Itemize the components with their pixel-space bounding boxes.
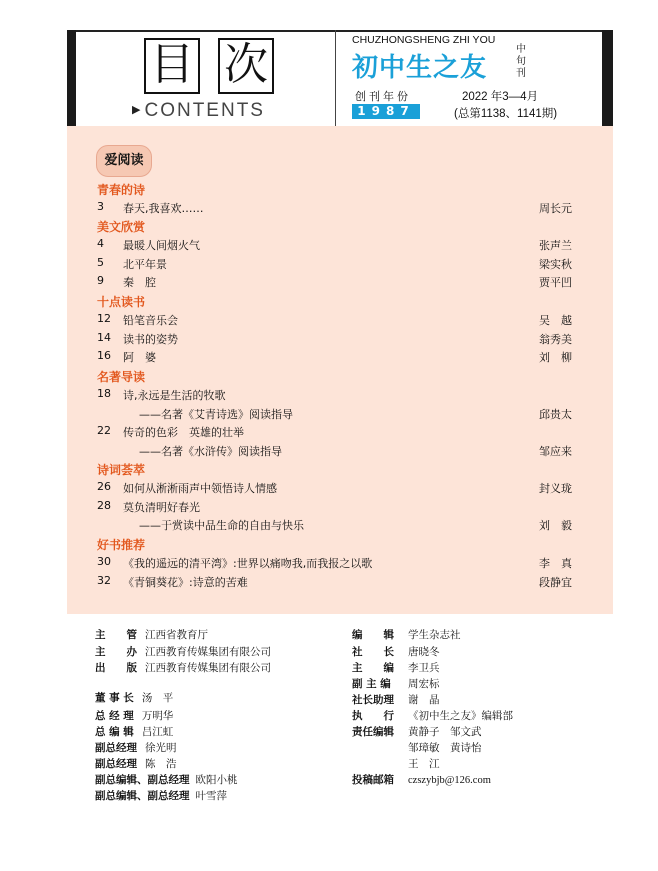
- toc-entry[interactable]: [97, 256, 572, 272]
- masthead-value: 学生杂志社: [408, 629, 461, 641]
- article-title: ——名著《艾青诗选》阅读指导: [139, 407, 293, 421]
- masthead-entry: [95, 708, 173, 723]
- page-number: 4: [97, 237, 104, 250]
- masthead-entry: [352, 756, 440, 771]
- masthead-entry: [95, 724, 173, 739]
- masthead-entry: [352, 708, 513, 723]
- page-number: 14: [97, 330, 111, 344]
- masthead-label: 总 编 辑: [95, 726, 134, 738]
- masthead-value: 唐晓冬: [408, 646, 440, 658]
- masthead-value: 邹璋敏 黄诗怡: [408, 742, 482, 754]
- issue-date: 2022 年3—4月: [462, 91, 539, 103]
- masthead-value: 陈 浩: [145, 758, 177, 770]
- toc-entry[interactable]: [97, 406, 572, 422]
- masthead-entry: [352, 740, 482, 755]
- article-title: 《我的遥远的清平湾》:世界以痛吻我,而我报之以歌: [123, 557, 373, 570]
- masthead-value: 王 江: [408, 758, 440, 770]
- masthead-entry: [95, 660, 271, 675]
- masthead-label: 总 经 理: [95, 710, 134, 722]
- article-title: 北平年景: [123, 257, 167, 271]
- total-issue: (总第1138、1141期): [454, 108, 558, 120]
- masthead-entry: [95, 756, 177, 771]
- masthead-value: 江西教育传媒集团有限公司: [145, 662, 271, 674]
- masthead-value: 万明华: [141, 710, 174, 722]
- page-number: 18: [97, 387, 111, 400]
- page-number: 32: [97, 573, 111, 587]
- article-author: 贾平凹: [539, 276, 572, 290]
- toc-entry[interactable]: [97, 312, 572, 328]
- masthead-label: 社长助理: [352, 694, 394, 706]
- masthead-label: 责任编辑: [352, 726, 394, 738]
- toc-entry[interactable]: [97, 387, 572, 403]
- article-title: ——于赏读中品生命的自由与快乐: [139, 519, 304, 533]
- toc-entry[interactable]: [97, 349, 572, 365]
- masthead-value: 江西教育传媒集团有限公司: [145, 646, 271, 658]
- triangle-icon: ▶: [132, 104, 143, 116]
- article-title: 春天,我喜欢……: [123, 202, 204, 215]
- toc-entry[interactable]: [97, 480, 572, 496]
- title-char-mu: 目: [144, 38, 200, 94]
- masthead-value: 徐光明: [145, 742, 177, 754]
- masthead-label: 副总经理: [95, 742, 137, 754]
- masthead-entry: [95, 627, 208, 642]
- article-author: 李 真: [539, 557, 572, 570]
- header-left-bar: [67, 30, 76, 126]
- masthead-value: 谢 晶: [408, 694, 440, 706]
- toc-entry[interactable]: [97, 443, 572, 459]
- article-author: 周长元: [539, 202, 572, 215]
- masthead-entry: [352, 627, 461, 642]
- page-number: 16: [97, 349, 111, 363]
- masthead-value: 汤 平: [141, 692, 174, 704]
- masthead-value: 江西省教育厅: [145, 629, 208, 641]
- article-author: 邱贵太: [539, 407, 572, 421]
- section-heading: 十点读书: [97, 295, 146, 309]
- article-title: 诗,永远是生活的牧歌: [123, 389, 226, 402]
- toc-entry[interactable]: [97, 424, 572, 440]
- toc-entry[interactable]: [97, 499, 572, 515]
- masthead-value: 《初中生之友》编辑部: [408, 710, 513, 722]
- masthead-value: 吕江虹: [141, 726, 174, 738]
- article-author: 段静宜: [539, 575, 572, 589]
- article-title: 阿 婆: [123, 351, 156, 365]
- section-heading: 好书推荐: [97, 538, 146, 552]
- masthead-label: 副 主 编: [352, 678, 391, 690]
- page-number: 22: [97, 424, 111, 438]
- masthead-value: 李卫兵: [408, 662, 440, 674]
- masthead-entry: [352, 724, 482, 739]
- masthead-entry: [352, 644, 440, 659]
- article-author: 梁实秋: [539, 257, 572, 271]
- toc-entry[interactable]: [97, 200, 572, 216]
- masthead-value: 叶雪萍: [195, 790, 227, 802]
- masthead-label: 主 编: [352, 662, 394, 674]
- masthead-entry: [352, 692, 440, 707]
- title-char-ci: 次: [218, 38, 274, 94]
- article-title: 铅笔音乐会: [123, 314, 178, 327]
- magazine-pinyin: CHUZHONGSHENG ZHI YOU: [352, 34, 496, 46]
- masthead-entry: [95, 644, 271, 659]
- masthead-entry: [95, 690, 173, 705]
- masthead-label: 副总编辑、副总经理: [95, 790, 190, 802]
- article-author: 刘 柳: [539, 351, 572, 365]
- masthead-value[interactable]: czszybjb@126.com: [408, 775, 491, 786]
- header-divider: [335, 30, 336, 126]
- masthead-entry: [95, 772, 238, 787]
- masthead-label: 投稿邮箱: [352, 774, 394, 786]
- founded-label: 创刊年份: [355, 90, 411, 103]
- article-author: 刘 毅: [539, 519, 572, 533]
- article-title: 如何从淅淅雨声中领悟诗人情感: [123, 482, 277, 495]
- article-author: 封义珑: [539, 482, 572, 495]
- masthead-label: 编 辑: [352, 629, 394, 641]
- masthead-entry: [352, 772, 491, 787]
- article-author: 张声兰: [539, 239, 572, 252]
- page-number: 26: [97, 480, 111, 493]
- toc-entry[interactable]: [97, 555, 572, 571]
- masthead-label: 主 办: [95, 646, 137, 658]
- masthead-entry: [352, 676, 440, 691]
- article-author: 吴 越: [539, 314, 572, 327]
- article-author: 翁秀美: [539, 332, 572, 346]
- article-title: 传奇的色彩 英雄的壮举: [123, 426, 244, 440]
- masthead-label: 出 版: [95, 662, 137, 674]
- toc-entry[interactable]: [97, 517, 572, 533]
- masthead-label: 社 长: [352, 646, 394, 658]
- contents-text: CONTENTS: [144, 100, 265, 121]
- section-heading: 诗词荟萃: [97, 463, 146, 477]
- masthead-entry: [352, 660, 440, 675]
- masthead-value: 欧阳小桃: [195, 774, 238, 786]
- masthead-value: 黄静子 邹文武: [408, 726, 482, 738]
- section-heading: 名著导读: [97, 370, 146, 384]
- article-title: ——名著《水浒传》阅读指导: [139, 444, 282, 458]
- masthead-label: 主 管: [95, 629, 137, 641]
- masthead-entry: [95, 788, 227, 803]
- page-number: 5: [97, 255, 104, 269]
- page-number: 28: [97, 498, 111, 512]
- article-title: 《青铜葵花》:诗意的苦难: [123, 575, 248, 589]
- article-title: 莫负清明好春光: [123, 500, 200, 514]
- toc-entry[interactable]: [97, 574, 572, 590]
- page-number: 3: [97, 200, 104, 213]
- section-tag: 爱阅读: [96, 145, 152, 177]
- masthead-label: 执 行: [352, 710, 394, 722]
- masthead-entry: [95, 740, 177, 755]
- toc-entry[interactable]: [97, 237, 572, 253]
- magazine-name: 初中生之友: [352, 53, 488, 83]
- toc-entry[interactable]: [97, 274, 572, 290]
- period-label: 中旬刊: [516, 44, 526, 79]
- toc-entry[interactable]: [97, 331, 572, 347]
- contents-label: [132, 100, 265, 122]
- article-title: 最暖人间烟火气: [123, 239, 200, 252]
- section-heading: 青春的诗: [97, 183, 146, 197]
- page-number: 12: [97, 312, 111, 325]
- masthead-value: 周宏标: [408, 678, 440, 690]
- page-number: 30: [97, 555, 111, 568]
- article-title: 秦 腔: [123, 276, 156, 290]
- masthead-label: 副总编辑、副总经理: [95, 774, 190, 786]
- founded-year: 1987: [352, 104, 420, 119]
- section-heading: 美文欣赏: [97, 220, 146, 234]
- masthead-label: 副总经理: [95, 758, 137, 770]
- article-title: 读书的姿势: [123, 332, 178, 346]
- masthead-label: 董 事 长: [95, 692, 134, 704]
- header-right-bar: [602, 30, 613, 126]
- article-author: 邹应来: [539, 444, 572, 458]
- page-number: 9: [97, 274, 104, 288]
